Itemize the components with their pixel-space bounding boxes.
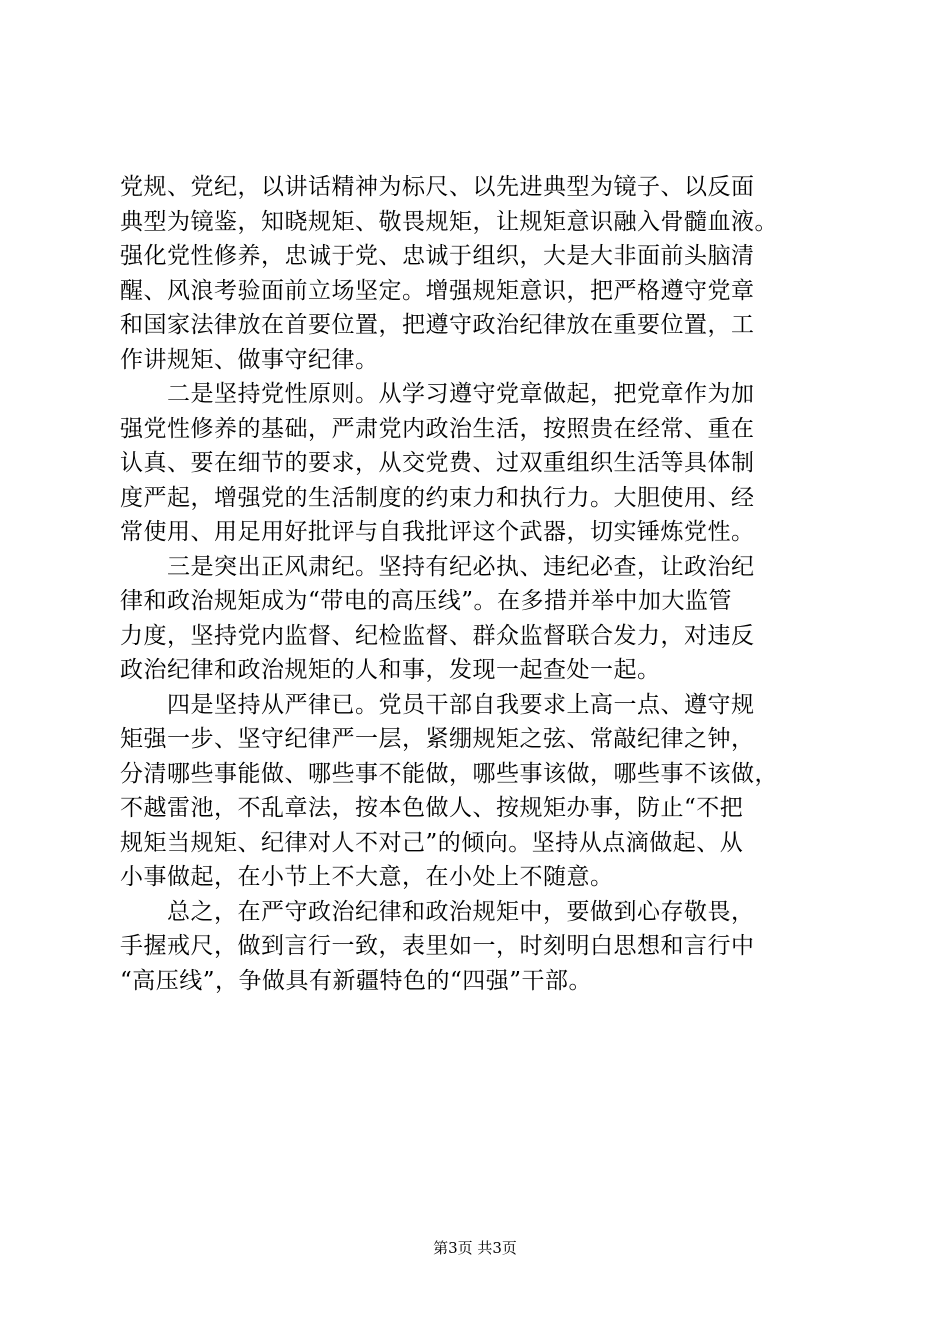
- paragraph-start-line: 总之，在严守政治纪律和政治规矩中，要做到心存敬畏，: [120, 898, 755, 925]
- text-line: 规矩当规矩、纪律对人不对己”的倾向。坚持从点滴做起、从: [120, 829, 744, 856]
- paragraph-start-line: 四是坚持从严律已。党员干部自我要求上高一点、遵守规: [120, 691, 755, 718]
- text-line: 分清哪些事能做、哪些事不能做，哪些事该做，哪些事不该做，: [120, 760, 778, 787]
- paragraph-start-line: 三是突出正风肃纪。坚持有纪必执、违纪必查，让政治纪: [120, 553, 755, 580]
- text-line: 醒、风浪考验面前立场坚定。增强规矩意识，把严格遵守党章: [120, 277, 755, 304]
- text-line: 常使用、用足用好批评与自我批评这个武器，切实锤炼党性。: [120, 519, 755, 545]
- page-footer: 第3页 共3页: [433, 1239, 517, 1257]
- text-line: 认真、要在细节的要求，从交党费、过双重组织生活等具体制: [120, 450, 755, 476]
- paragraph-start-line: 二是坚持党性原则。从学习遵守党章做起，把党章作为加: [120, 381, 755, 407]
- text-line: 强党性修养的基础，严肃党内政治生活，按照贵在经常、重在: [120, 415, 755, 442]
- text-line: 作讲规矩、做事守纪律。: [120, 346, 379, 373]
- body-text: [120, 170, 840, 998]
- text-line: 典型为镜鉴，知晓规矩、敬畏规矩，让规矩意识融入骨髓血液。: [120, 208, 778, 235]
- text-line: 政治纪律和政治规矩的人和事，发现一起查处一起。: [120, 657, 661, 683]
- text-line: 手握戒尺，做到言行一致，表里如一，时刻明白思想和言行中: [120, 933, 755, 959]
- text-line: 强化党性修养，忠诚于党、忠诚于组织，大是大非面前头脑清: [120, 243, 755, 269]
- text-line: 不越雷池，不乱章法，按本色做人、按规矩办事，防止“不把: [120, 795, 744, 821]
- text-line: 和国家法律放在首要位置，把遵守政治纪律放在重要位置，工: [120, 312, 755, 338]
- text-line: 度严起，增强党的生活制度的约束力和执行力。大胆使用、经: [120, 484, 755, 511]
- text-line: 党规、党纪，以讲话精神为标尺、以先进典型为镜子、以反面: [120, 174, 755, 200]
- text-line: 律和政治规矩成为“带电的高压线”。在多措并举中加大监管: [120, 588, 733, 614]
- text-line: 力度，坚持党内监督、纪检监督、群众监督联合发力，对违反: [120, 622, 755, 649]
- text-line: 小事做起，在小节上不大意，在小处上不随意。: [120, 864, 614, 890]
- text-line: “高压线”，争做具有新疆特色的“四强”干部。: [120, 967, 593, 994]
- text-line: 矩强一步、坚守纪律严一层，紧绷规矩之弦、常敲纪律之钟，: [120, 726, 755, 752]
